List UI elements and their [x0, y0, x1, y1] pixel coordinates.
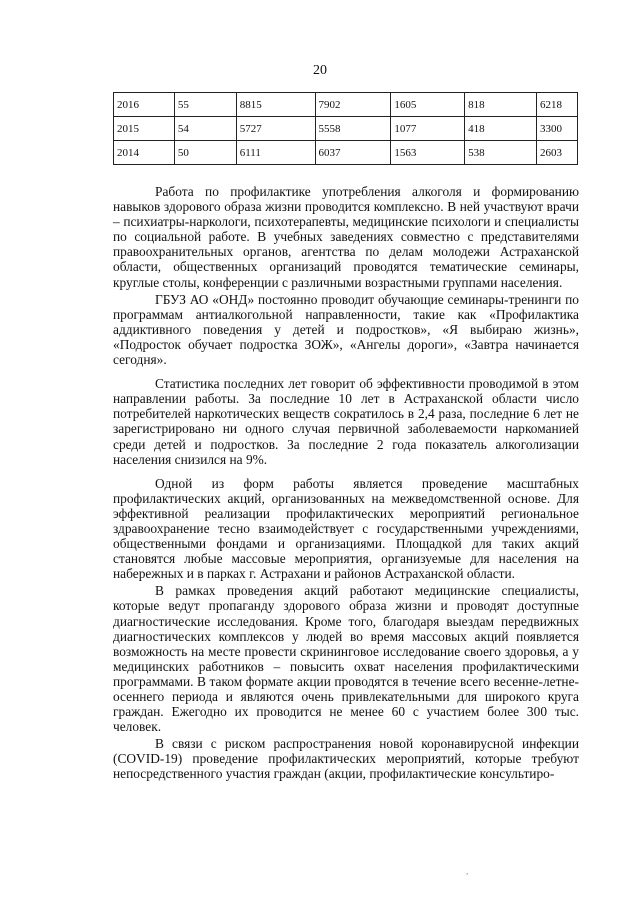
table-cell: 5558: [315, 117, 391, 141]
paragraph-prevention-work: Работа по профилактике употребления алкоголя и формированию навыков здорового образа жизни проводится комплексно. В ней участвуют врачи – психиатры-наркологи, психотерапевты, медицинские психологи и специалисты по социальной работе. В учебных заведениях совместно с представителями правоохранительных органов, агентства по делам молодежи Астраханской области, общественных организаций проводятся тематические семинары, круглые столы, конференции с различными возрастными группами населения.: [113, 184, 579, 290]
table-cell: 55: [174, 93, 236, 117]
page-number: 20: [313, 63, 327, 78]
table-row: [114, 117, 578, 141]
table-row: [114, 141, 578, 165]
paragraph-statistics: Статистика последних лет говорит об эффективности проводимой в этом направлении работы. За последние 10 лет в Астраханской области число потребителей наркотических веществ сократилось в 2,4 раза, последние 6 лет не зарегистрировано ни одного случая первичной заболеваемости наркоманией среди детей и подростков. За последние 2 года показатель алкоголизации населения снизился на 9%.: [113, 376, 579, 467]
table-cell: 6218: [536, 93, 577, 117]
table-cell: 2015: [114, 117, 175, 141]
table-cell: 1077: [391, 117, 465, 141]
paragraph-seminars: ГБУЗ АО «ОНД» постоянно проводит обучающие семинары-тренинги по программам антиалкогольной направленности, такие как «Профилактика аддиктивного поведения у детей и подростков», «Я выбираю жизнь», «Подросток обучает подростка ЗОЖ», «Ангелы дороги», «Завтра начинается сегодня».: [113, 291, 579, 368]
table-cell: 2014: [114, 141, 175, 165]
table-cell: 2603: [536, 141, 577, 165]
table-cell: 54: [174, 117, 236, 141]
statistics-table: [113, 92, 578, 165]
table-cell: 418: [465, 117, 537, 141]
paragraph-covid: В связи с риском распространения новой коронавирусной инфекции (COVID-19) проведение профилактических мероприятий, которые требуют непосредственного участия граждан (акции, профилактические консультиро-: [113, 736, 579, 782]
body-text: [113, 184, 579, 784]
table-cell: 3300: [536, 117, 577, 141]
table-cell: 6037: [315, 141, 391, 165]
table-cell: 5727: [236, 117, 315, 141]
table-cell: 2016: [114, 93, 175, 117]
paragraph-prevention-actions: Одной из форм работы является проведение масштабных профилактических акций, организованных на межведомственной основе. Для эффективной реализации профилактических мероприятий региональное здравоохранение тесно взаимодействует с государственными учреждениями, общественными фондами и организациями. Площадкой для таких акций становятся любые массовые мероприятия, организуемые для населения на набережных и в парках г. Астрахани и районов Астраханской области.: [113, 475, 579, 582]
table-cell: 538: [465, 141, 537, 165]
paragraph-medical-specialists: В рамках проведения акций работают медицинские специалисты, которые ведут пропаганду здорового образа жизни и проводят доступные диагностические исследования. Кроме того, благодаря выездам передвижных диагностических комплексов у людей во время массовых акций появляется возможность на месте провести скрининговое исследование своего здоровья, а у медицинских работников – повысить охват населения профилактическими программами. В таком формате акции проводятся в течение всего весенне-летне-осеннего периода и являются очень привлекательными для широкого круга граждан. Ежегодно их проводится не менее 60 с участием более 300 тыс. человек.: [113, 583, 579, 735]
table-cell: 1605: [391, 93, 465, 117]
scan-mark: ,: [466, 866, 469, 876]
table-cell: 1563: [391, 141, 465, 165]
table-cell: 6111: [236, 141, 315, 165]
table-row: [114, 93, 578, 117]
table-cell: 8815: [236, 93, 315, 117]
table-cell: 7902: [315, 93, 391, 117]
table-cell: 50: [174, 141, 236, 165]
table-cell: 818: [465, 93, 537, 117]
